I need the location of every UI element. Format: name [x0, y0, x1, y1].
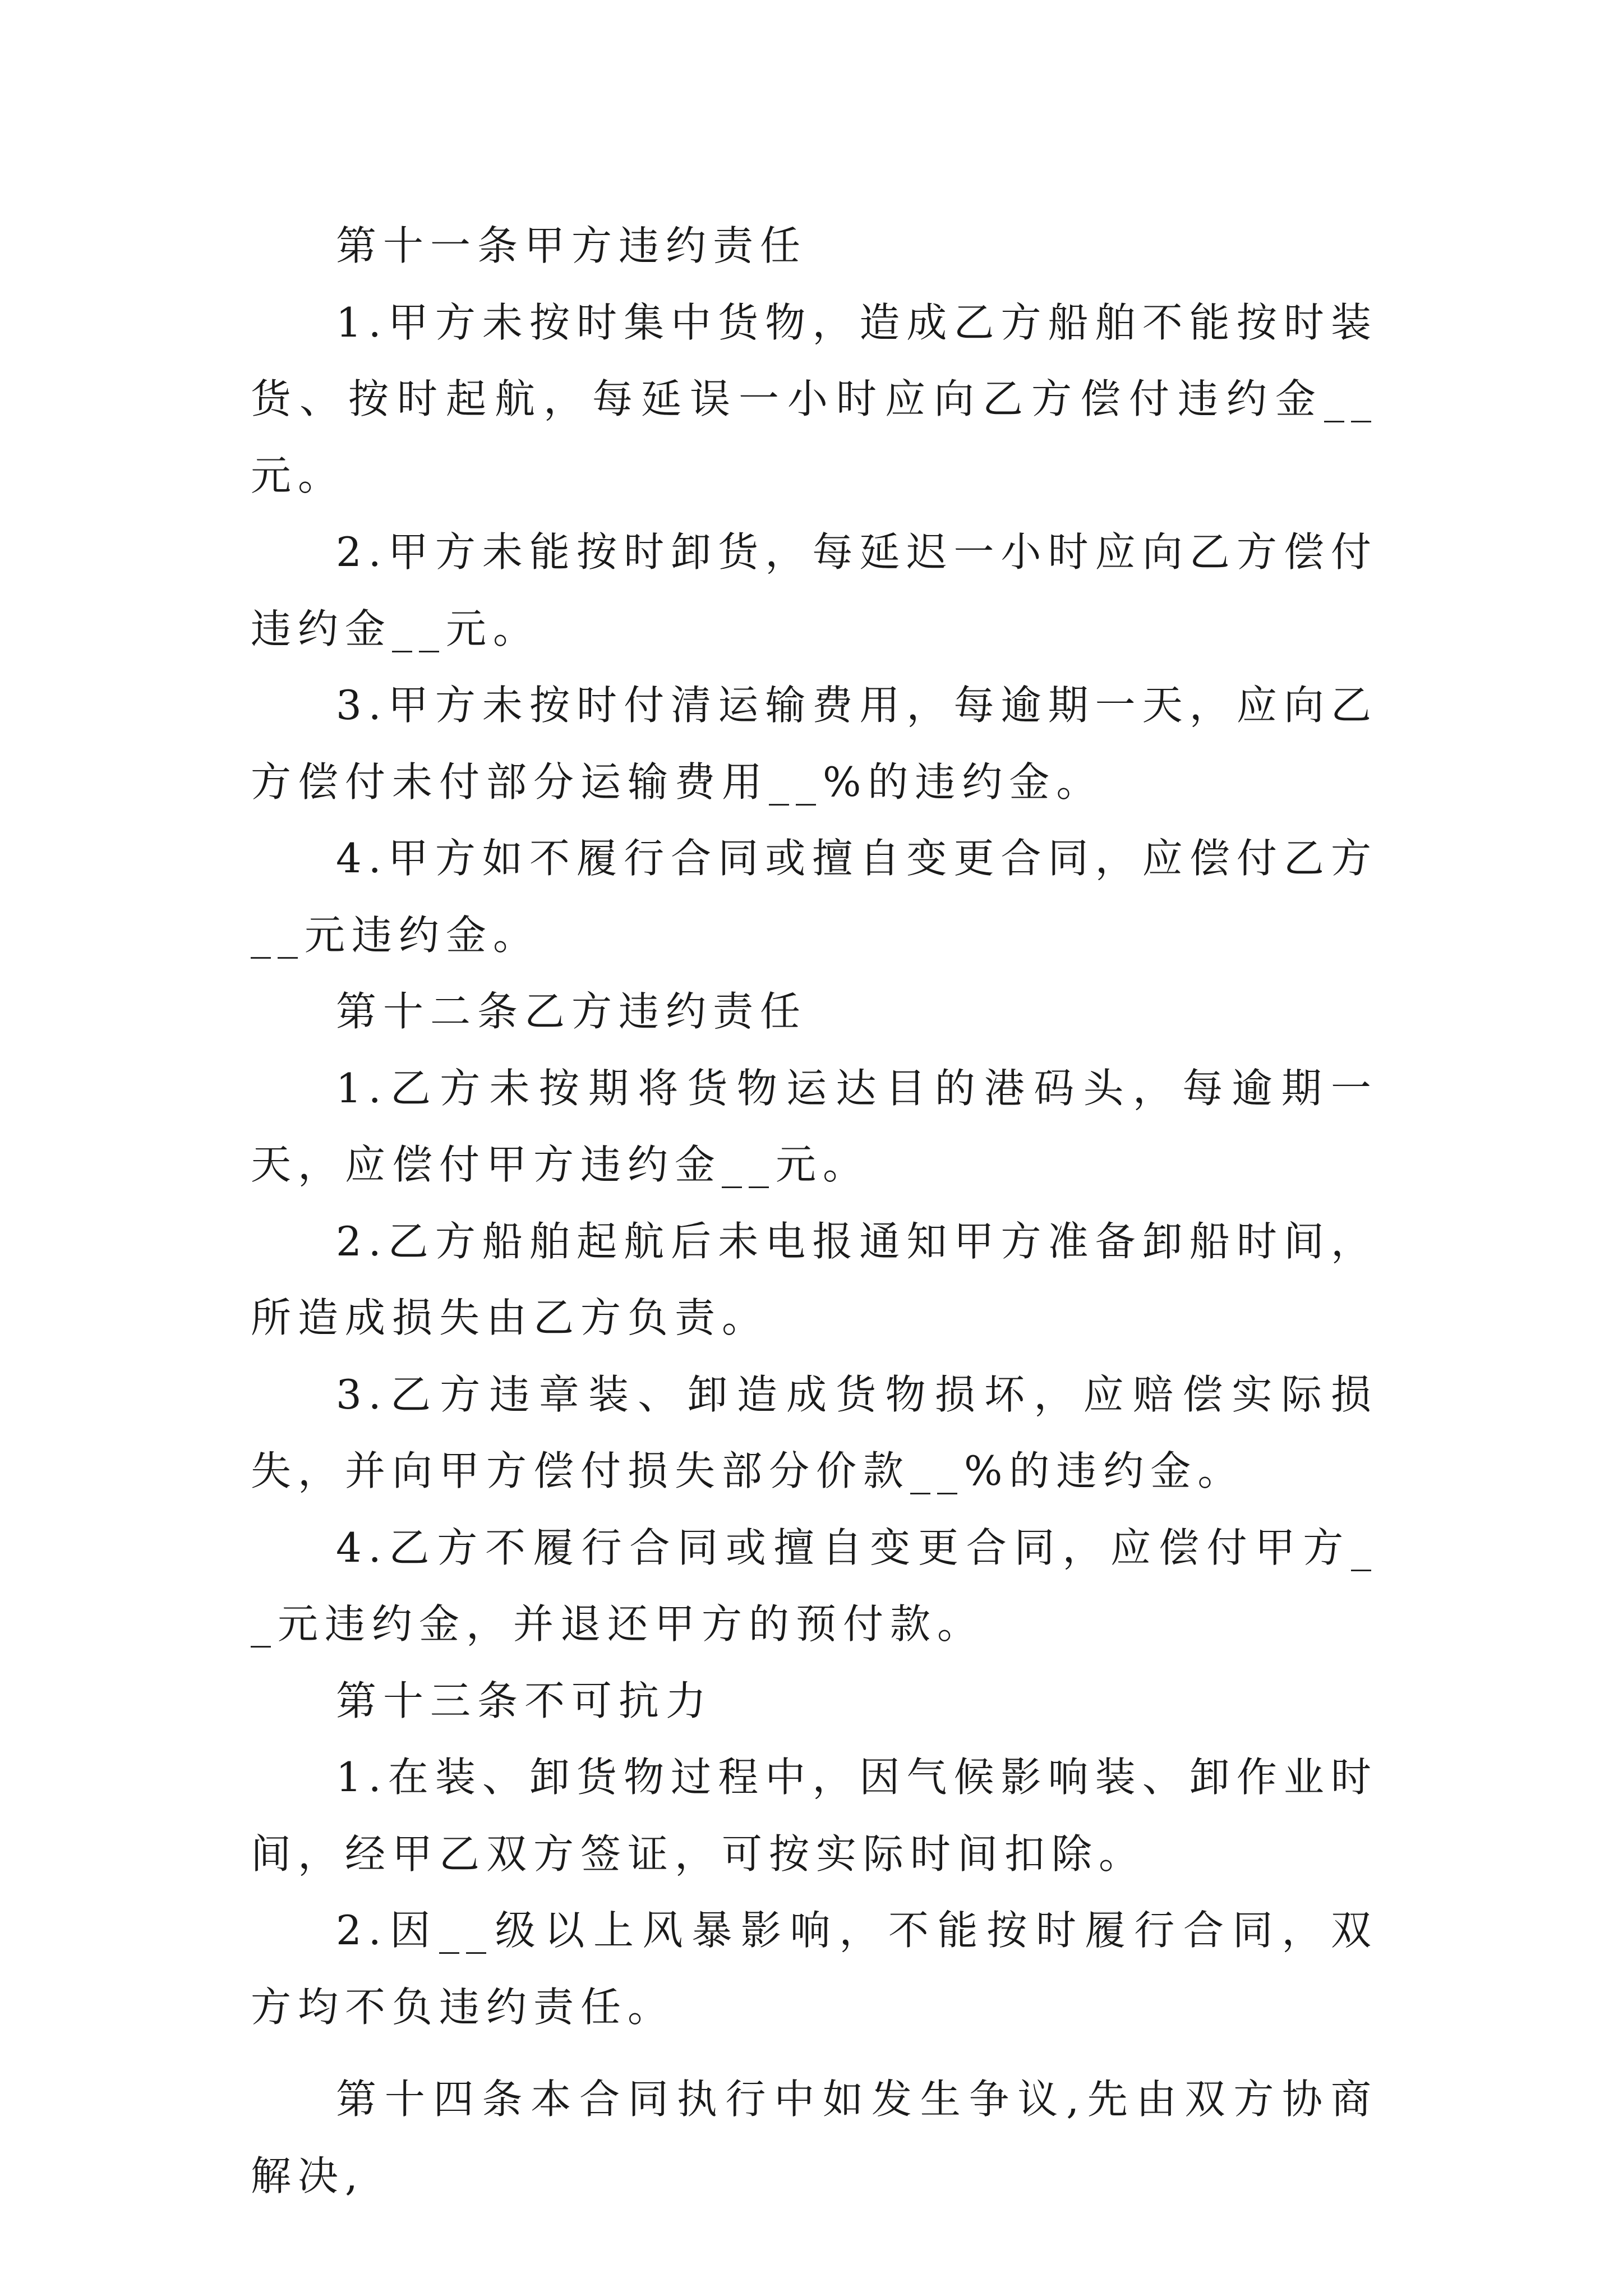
article-13-clause-2: 2.因__级以上风暴影响，不能按时履行合同，双方均不负违约责任。: [251, 1907, 1378, 2031]
article-12-heading: 第十二条乙方违约责任: [336, 988, 808, 1035]
article-13-clause-1: 1.在装、卸货物过程中，因气候影响装、卸作业时间，经甲乙双方签证，可按实际时间扣除。: [251, 1754, 1378, 1878]
article-11-clause-3: 3.甲方未按时付清运输费用，每逾期一天，应向乙方偿付未付部分运输费用__%的违约金。: [251, 682, 1378, 806]
article-12-clause-3: 3.乙方违章装、卸造成货物损坏，应赔偿实际损失，并向甲方偿付损失部分价款__%的违约金。: [251, 1370, 1378, 1494]
article-13-heading: 第十三条不可抗力: [336, 1677, 713, 1724]
article-12-clause-2: 2.乙方船舶起航后未电报通知甲方准备卸船时间，所造成损失由乙方负责。: [251, 1217, 1378, 1341]
article-11-clause-1: 1.甲方未按时集中货物，造成乙方船舶不能按时装货、按时起航，每延误一小时应向乙方偿付违约金__元。: [251, 298, 1378, 499]
article-12-clause-1: 1.乙方未按期将货物运达目的港码头，每逾期一天，应偿付甲方违约金__元。: [251, 1064, 1378, 1188]
article-11-clause-4: 4.甲方如不履行合同或擅自变更合同，应偿付乙方__元违约金。: [251, 835, 1378, 959]
article-14-text: 第十四条本合同执行中如发生争议,先由双方协商解决,: [251, 2076, 1378, 2200]
document-body: [251, 208, 1378, 2214]
article-11-clause-2: 2.甲方未能按时卸货，每延迟一小时应向乙方偿付违约金__元。: [251, 528, 1378, 652]
article-11-heading: 第十一条甲方违约责任: [336, 222, 808, 269]
article-12-clause-4: 4.乙方不履行合同或擅自变更合同，应偿付甲方__元违约金，并退还甲方的预付款。: [251, 1524, 1378, 1648]
